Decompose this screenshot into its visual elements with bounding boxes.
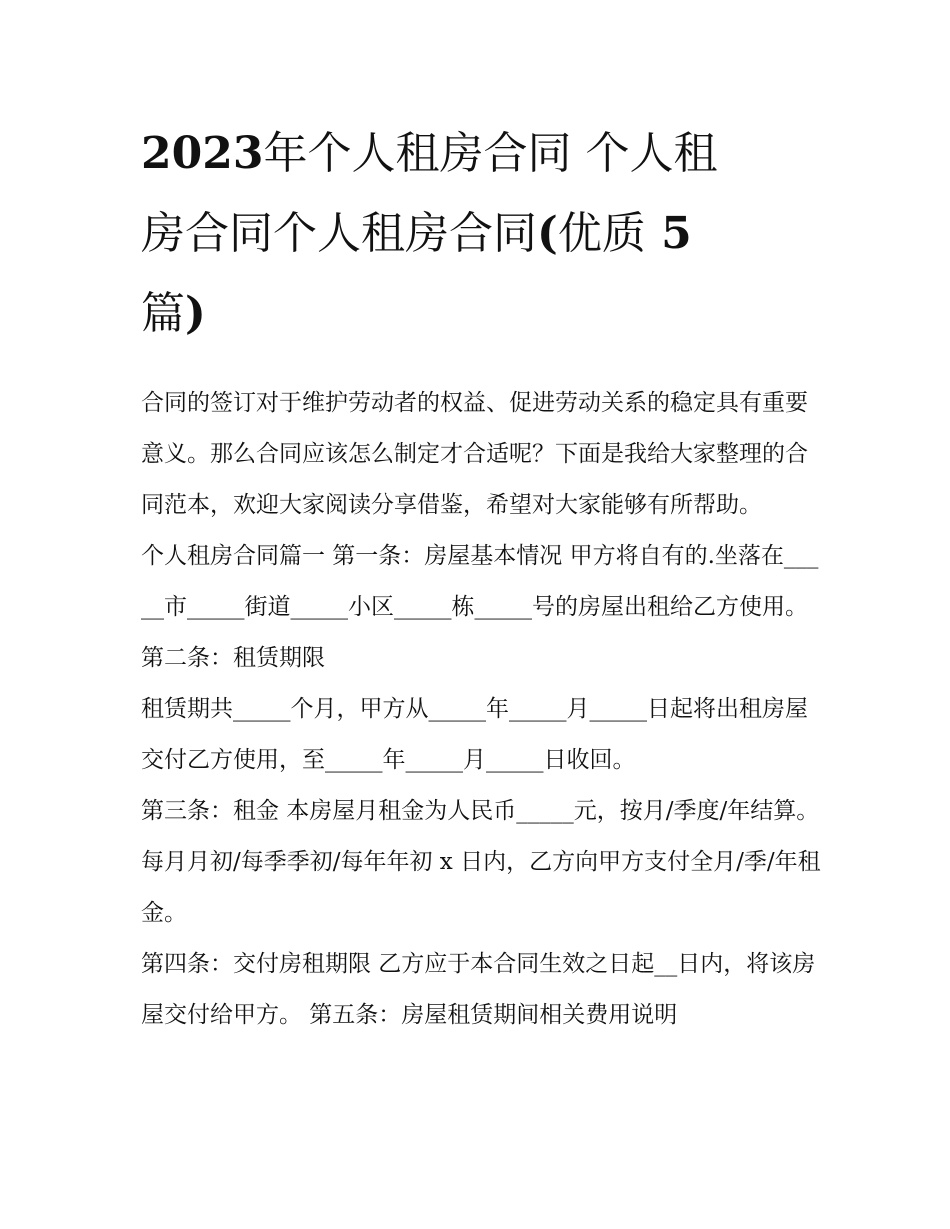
title-text-1: 年个人租房合同 个人租 bbox=[263, 128, 718, 179]
clause-2-heading: 第二条：租赁期限 bbox=[141, 645, 325, 671]
title-year: 2023 bbox=[141, 128, 264, 179]
title-text-3: 篇 bbox=[141, 288, 185, 339]
document-body bbox=[141, 114, 821, 1041]
title-count: 5 bbox=[645, 208, 692, 259]
clause-2-paragraph: 租赁期共_____个月，甲方从_____年_____月_____日起将出租房屋交付乙方使用，至_____年_____月_____日收回。 bbox=[141, 696, 808, 773]
clause-4-paragraph: 第四条：交付房租期限 乙方应于本合同生效之日起__日内，将该房屋交付给甲方。 第五条：房屋租赁期间相关费用说明 bbox=[141, 951, 816, 1028]
clause-3-paragraph: 第三条：租金 本房屋月租金为人民币_____元，按月/季度/年结算。每月月初/每季季初/每年年初 x 日内，乙方向甲方支付全月/季/年租金。 bbox=[141, 798, 821, 926]
title-open-paren: ( bbox=[537, 208, 558, 259]
title-quality: 优质 bbox=[557, 208, 646, 259]
intro-paragraph: 合同的签订对于维护劳动者的权益、促进劳动关系的稳定具有重要意义。那么合同应该怎么制定才合适呢？下面是我给大家整理的合同范本，欢迎大家阅读分享借鉴，希望对大家能够有所帮助。 bbox=[141, 390, 808, 518]
clause-1-paragraph: 个人租房合同篇一 第一条：房屋基本情况 甲方将自有的.坐落在_____市_____街道_____小区_____栋_____号的房屋出租给乙方使用。 bbox=[141, 543, 819, 620]
title-close-paren: ) bbox=[185, 288, 206, 339]
document-title bbox=[141, 114, 821, 354]
title-text-2: 房合同个人租房合同 bbox=[141, 208, 537, 259]
